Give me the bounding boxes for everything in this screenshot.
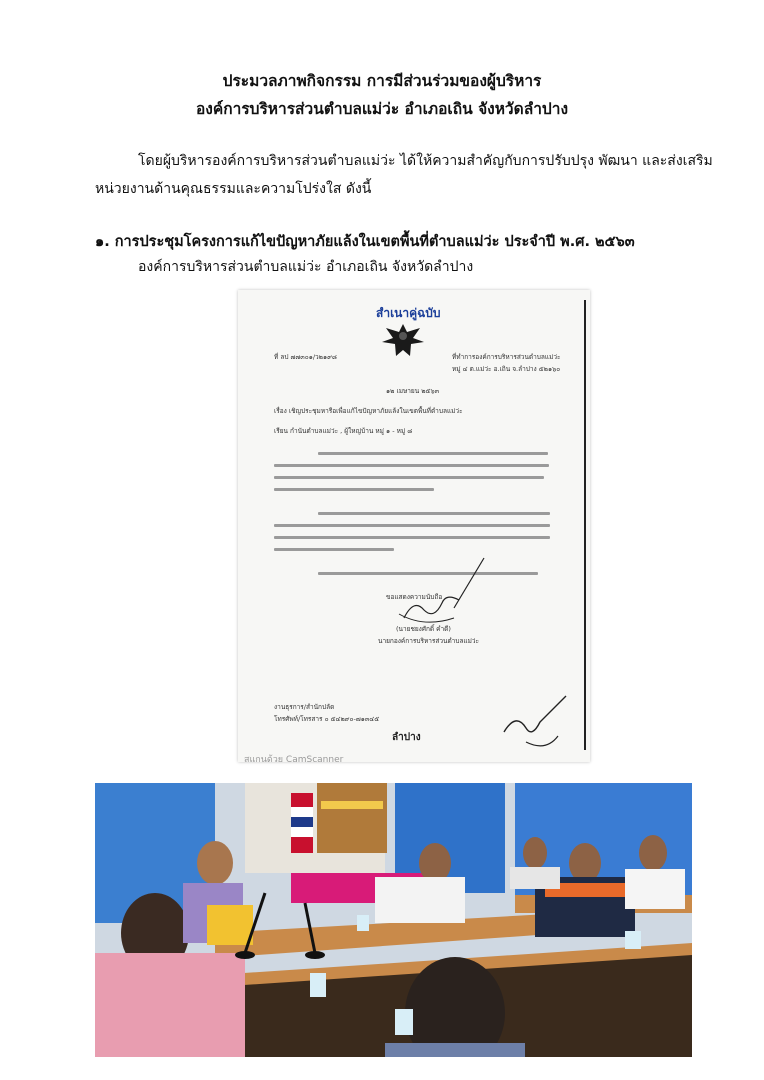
letter-body-line (274, 488, 434, 491)
initials-signature-icon (496, 692, 576, 756)
intro-paragraph-line2: หน่วยงานด้านคุณธรรมและความโปร่งใส ดังนี้ (95, 181, 372, 197)
letter-body-line (318, 452, 548, 455)
letter-footer-phone: โทรศัพท์/โทรสาร ๐ ๕๔๒๙๐-๗๑๓๔๕ (274, 715, 380, 723)
document-title-line1: ประมวลภาพกิจกรรม การมีส่วนร่วมของผู้บริหาร (222, 72, 542, 90)
letter-stamp: สำเนาคู่ฉบับ (376, 306, 441, 320)
lampang-logo: ลำปาง (392, 732, 421, 743)
letter-body-line (274, 548, 394, 551)
camscanner-watermark: สแกนด้วย CamScanner (244, 755, 344, 765)
intro-paragraph-line1: โดยผู้บริหารองค์การบริหารส่วนตำบลแม่ว่ะ ได้ให้ความสำคัญกับการปรับปรุง พัฒนา และส่งเสริม (138, 153, 713, 169)
letter-date: ๑๒ เมษายน ๒๕๖๓ (386, 387, 440, 395)
letter-footer-dept: งานธุรการ/สำนักปลัด (274, 703, 335, 711)
garuda-emblem-icon (380, 322, 426, 362)
scan-edge-line (584, 300, 586, 750)
document-title-line2: องค์การบริหารส่วนตำบลแม่ว่ะ อำเภอเถิน จังหวัดลำปาง (195, 100, 569, 118)
letter-body-line (274, 524, 550, 527)
letter-closing: ขอแสดงความนับถือ (386, 593, 443, 601)
letter-body-line (318, 512, 550, 515)
letter-ref-no: ที่ ลป ๗๗๓๐๑/ว๒๑๙๘ (274, 353, 337, 361)
letter-recipient: เรียน กำนันตำบลแม่ว่ะ , ผู้ใหญ่บ้าน หมู่ ๑ - หมู่ ๘ (274, 427, 413, 435)
section-heading: ๑. การประชุมโครงการแก้ไขปัญหาภัยแล้งในเขตพื้นที่ตำบลแม่ว่ะ ประจำปี พ.ศ. ๒๕๖๓ (95, 234, 635, 250)
letter-subject: เรื่อง เชิญประชุมหารือเพื่อแก้ไขปัญหาภัยแล้งในเขตพื้นที่ตำบลแม่ว่ะ (274, 407, 463, 415)
letter-body-line (274, 536, 550, 539)
letter-signer-name: (นายชยงศักดิ์ คำดี) (396, 625, 451, 633)
letter-signer-title: นายกองค์การบริหารส่วนตำบลแม่ว่ะ (378, 637, 480, 645)
letter-office: ที่ทำการองค์การบริหารส่วนตำบลแม่ว่ะ (452, 353, 561, 361)
letter-address: หมู่ ๔ ต.แม่ว่ะ อ.เถิน จ.ลำปาง ๕๒๑๖๐ (452, 365, 561, 373)
scanned-letter-image (238, 290, 590, 762)
section-subheading: องค์การบริหารส่วนตำบลแม่ว่ะ อำเภอเถิน จังหวัดลำปาง (138, 259, 474, 275)
meeting-photo (95, 783, 692, 1057)
letter-body-line (274, 476, 544, 479)
signature-icon (384, 548, 494, 628)
letter-body-line (274, 464, 549, 467)
